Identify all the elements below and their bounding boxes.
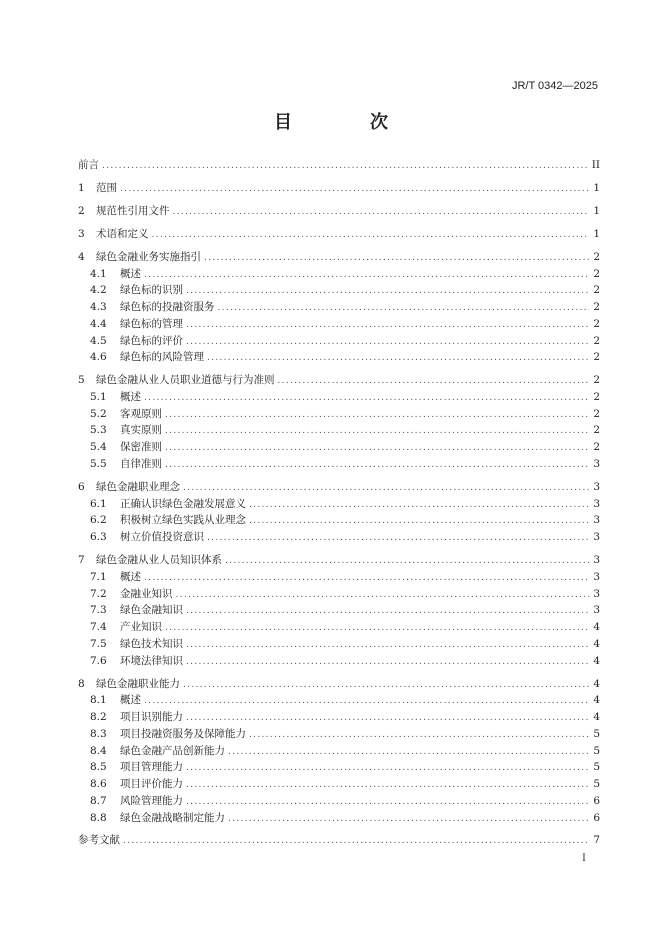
toc-entry-label: 项目识别能力 xyxy=(120,711,183,723)
toc-dot-leader xyxy=(176,587,590,604)
toc-entry-label: 项目投融资服务及保障能力 xyxy=(120,727,246,740)
toc-entry[interactable] xyxy=(78,372,600,389)
table-of-contents xyxy=(78,157,600,849)
toc-title: 目 次 xyxy=(274,112,418,133)
toc-entry-page: 2 xyxy=(593,374,600,387)
toc-entry[interactable] xyxy=(78,266,600,283)
toc-dot-leader xyxy=(186,777,589,794)
toc-entry-label: 绿色标的风险管理 xyxy=(120,351,204,364)
toc-entry-page: 3 xyxy=(593,480,600,493)
toc-entry-page: 5 xyxy=(593,778,600,790)
toc-entry-label: 正确认识绿色金融发展意义 xyxy=(120,497,246,510)
toc-dot-leader xyxy=(165,440,589,457)
toc-entry-label: 绿色标的评价 xyxy=(120,334,183,347)
toc-entry-page: II xyxy=(591,159,600,171)
toc-entry-number: 5.1 xyxy=(90,390,107,403)
toc-entry[interactable] xyxy=(78,203,600,220)
toc-entry[interactable] xyxy=(78,709,600,726)
toc-entry-page: 6 xyxy=(593,811,600,824)
toc-entry[interactable] xyxy=(78,333,600,350)
toc-entry[interactable] xyxy=(78,692,600,709)
toc-entry-page: 2 xyxy=(593,317,600,330)
toc-entry[interactable] xyxy=(78,726,600,743)
toc-dot-leader xyxy=(204,250,589,267)
toc-entry-label: 绿色金融职业理念 xyxy=(96,480,180,493)
toc-entry-number: 6 xyxy=(78,480,85,493)
toc-entry-number: 7.2 xyxy=(90,587,107,600)
toc-entry-label: 绿色金融职业能力 xyxy=(96,677,180,690)
toc-entry-page: 2 xyxy=(593,267,600,280)
toc-dot-leader xyxy=(249,727,589,744)
toc-entry-label: 概述 xyxy=(120,694,141,707)
toc-entry-page: 6 xyxy=(593,794,600,807)
toc-entry-page: 2 xyxy=(593,407,600,420)
toc-entry-number: 2 xyxy=(78,204,85,217)
toc-entry-page: 3 xyxy=(593,570,600,583)
toc-entry[interactable] xyxy=(78,180,600,197)
toc-entry[interactable] xyxy=(78,602,600,619)
toc-entry-number: 8.4 xyxy=(90,744,107,757)
toc-entry-page: 5 xyxy=(593,727,600,740)
toc-entry-number: 1 xyxy=(78,181,85,194)
toc-entry-number: 8.1 xyxy=(90,694,107,707)
toc-entry-page: 5 xyxy=(593,744,600,757)
toc-entry[interactable] xyxy=(78,316,600,333)
toc-dot-leader xyxy=(207,530,589,547)
toc-entry-page: 2 xyxy=(593,441,600,454)
toc-entry[interactable] xyxy=(78,586,600,603)
toc-entry[interactable] xyxy=(78,299,600,316)
toc-entry[interactable] xyxy=(78,653,600,670)
toc-entry[interactable] xyxy=(78,619,600,636)
toc-dot-leader xyxy=(228,811,589,828)
toc-entry-number: 7.6 xyxy=(90,654,107,667)
toc-dot-leader xyxy=(165,407,589,424)
toc-entry-page: 1 xyxy=(593,227,600,240)
toc-entry-number: 5.2 xyxy=(90,407,107,420)
toc-entry-label: 产业知识 xyxy=(120,621,162,634)
toc-entry-label: 绿色标的投融资服务 xyxy=(120,301,215,313)
toc-entry-label: 参考文献 xyxy=(78,834,120,847)
toc-entry-number: 5.4 xyxy=(90,441,107,454)
toc-entry-label: 绿色金融产品创新能力 xyxy=(120,744,225,757)
toc-entry[interactable] xyxy=(78,793,600,810)
toc-dot-leader xyxy=(120,181,589,198)
toc-entry[interactable] xyxy=(78,456,600,473)
toc-entry[interactable] xyxy=(78,759,600,776)
toc-entry-number: 8.7 xyxy=(90,794,107,807)
toc-dot-leader xyxy=(123,833,589,850)
toc-entry-label: 绿色金融知识 xyxy=(120,604,183,617)
toc-dot-leader xyxy=(102,158,589,175)
toc-dot-leader xyxy=(165,423,589,440)
toc-entry-page: 2 xyxy=(593,301,600,313)
toc-entry-label: 项目管理能力 xyxy=(120,761,183,774)
toc-dot-leader xyxy=(144,570,589,587)
toc-entry-page: 3 xyxy=(593,514,600,527)
toc-entry-number: 8.2 xyxy=(90,711,107,723)
toc-dot-leader xyxy=(165,457,589,474)
toc-entry-page: 3 xyxy=(593,531,600,544)
toc-dot-leader xyxy=(186,710,589,727)
toc-entry-label: 客观原则 xyxy=(120,407,162,420)
toc-entry-number: 6.1 xyxy=(90,497,107,510)
toc-dot-leader xyxy=(186,760,589,777)
toc-entry-page: 4 xyxy=(593,677,600,690)
toc-entry[interactable] xyxy=(78,529,600,546)
toc-entry[interactable] xyxy=(78,157,600,174)
toc-dot-leader xyxy=(144,267,589,284)
toc-dot-leader xyxy=(186,794,589,811)
toc-entry-label: 金融业知识 xyxy=(120,587,173,600)
toc-entry-number: 7.4 xyxy=(90,621,107,634)
toc-entry-number: 7 xyxy=(78,554,85,567)
toc-dot-leader xyxy=(152,227,590,244)
toc-dot-leader xyxy=(186,603,589,620)
toc-entry-number: 4.5 xyxy=(90,334,107,347)
toc-dot-leader xyxy=(183,677,589,694)
toc-dot-leader xyxy=(186,334,589,351)
toc-entry-page: 4 xyxy=(593,621,600,634)
toc-entry-label: 绿色金融从业人员知识体系 xyxy=(96,554,222,567)
toc-entry-label: 绿色金融从业人员职业道德与行为准则 xyxy=(96,374,275,387)
toc-dot-leader xyxy=(228,744,589,761)
toc-entry-page: 3 xyxy=(593,587,600,600)
toc-entry[interactable] xyxy=(78,389,600,406)
toc-entry-label: 真实原则 xyxy=(120,424,162,437)
document-code: JR/T 0342—2025 xyxy=(511,80,598,92)
toc-entry-page: 3 xyxy=(593,457,600,470)
toc-entry-page: 1 xyxy=(593,204,600,217)
toc-entry[interactable] xyxy=(78,249,600,266)
toc-dot-leader xyxy=(207,350,589,367)
toc-entry-page: 2 xyxy=(593,351,600,364)
toc-entry-page: 7 xyxy=(593,834,600,847)
toc-entry-number: 5.3 xyxy=(90,424,107,437)
toc-entry-number: 4.1 xyxy=(90,267,107,280)
toc-entry-number: 5 xyxy=(78,374,85,387)
toc-dot-leader xyxy=(186,283,589,300)
toc-dot-leader xyxy=(144,693,589,710)
toc-entry-label: 项目评价能力 xyxy=(120,778,183,790)
toc-dot-leader xyxy=(165,620,589,637)
toc-entry-number: 6.2 xyxy=(90,514,107,527)
toc-entry-page: 2 xyxy=(593,334,600,347)
toc-entry[interactable] xyxy=(78,832,600,849)
toc-entry-number: 4 xyxy=(78,250,85,263)
toc-entry[interactable] xyxy=(78,282,600,299)
toc-entry-number: 8.8 xyxy=(90,811,107,824)
toc-dot-leader xyxy=(278,373,590,390)
toc-entry-page: 3 xyxy=(593,604,600,617)
toc-entry-label: 绿色技术知识 xyxy=(120,637,183,650)
toc-entry-page: 3 xyxy=(593,554,600,567)
toc-entry[interactable] xyxy=(78,349,600,366)
toc-entry-number: 8.3 xyxy=(90,727,107,740)
toc-dot-leader xyxy=(183,480,589,497)
toc-entry-number: 8.6 xyxy=(90,778,107,790)
toc-entry[interactable] xyxy=(78,676,600,693)
toc-dot-leader xyxy=(249,497,589,514)
toc-entry-label: 绿色金融战略制定能力 xyxy=(120,811,225,824)
toc-entry[interactable] xyxy=(78,439,600,456)
toc-entry-label: 环境法律知识 xyxy=(120,654,183,667)
toc-entry-page: 2 xyxy=(593,250,600,263)
toc-entry-label: 规范性引用文件 xyxy=(96,204,170,217)
toc-entry-page: 4 xyxy=(593,637,600,650)
toc-entry-number: 5.5 xyxy=(90,457,107,470)
toc-entry-number: 7.5 xyxy=(90,637,107,650)
toc-entry-number: 4.3 xyxy=(90,301,107,313)
toc-entry[interactable] xyxy=(78,569,600,586)
toc-entry-page: 4 xyxy=(593,694,600,707)
toc-entry-number: 6.3 xyxy=(90,531,107,544)
toc-entry-label: 自律准则 xyxy=(120,457,162,470)
toc-entry-page: 2 xyxy=(593,390,600,403)
toc-dot-leader xyxy=(144,390,589,407)
toc-entry-label: 概述 xyxy=(120,267,141,280)
toc-entry[interactable] xyxy=(78,226,600,243)
toc-entry-number: 8.5 xyxy=(90,761,107,774)
toc-entry[interactable] xyxy=(78,743,600,760)
toc-entry-label: 积极树立绿色实践从业理念 xyxy=(120,514,246,527)
toc-entry[interactable] xyxy=(78,479,600,496)
toc-dot-leader xyxy=(173,204,590,221)
toc-entry[interactable] xyxy=(78,552,600,569)
toc-entry[interactable] xyxy=(78,406,600,423)
toc-entry-label: 术语和定义 xyxy=(96,227,149,240)
toc-entry-page: 5 xyxy=(593,761,600,774)
toc-entry-number: 7.3 xyxy=(90,604,107,617)
toc-entry[interactable] xyxy=(78,810,600,827)
page-number: I xyxy=(582,853,586,864)
toc-entry-label: 概述 xyxy=(120,390,141,403)
toc-entry-page: 4 xyxy=(593,711,600,723)
toc-entry-page: 2 xyxy=(593,284,600,297)
toc-entry-label: 范围 xyxy=(96,181,117,194)
toc-dot-leader xyxy=(186,317,589,334)
toc-entry-number: 3 xyxy=(78,227,85,240)
toc-entry-page: 1 xyxy=(593,181,600,194)
toc-entry-number: 4.6 xyxy=(90,351,107,364)
toc-entry-number: 4.4 xyxy=(90,317,107,330)
toc-entry-page: 2 xyxy=(593,424,600,437)
toc-entry[interactable] xyxy=(78,776,600,793)
toc-entry[interactable] xyxy=(78,496,600,513)
toc-dot-leader xyxy=(225,553,589,570)
toc-entry-number: 8 xyxy=(78,677,85,690)
toc-entry[interactable] xyxy=(78,512,600,529)
toc-entry[interactable] xyxy=(78,422,600,439)
toc-entry-number: 4.2 xyxy=(90,284,107,297)
toc-dot-leader xyxy=(218,300,590,317)
toc-entry-page: 4 xyxy=(593,654,600,667)
toc-dot-leader xyxy=(249,513,589,530)
toc-entry-label: 树立价值投资意识 xyxy=(120,531,204,544)
toc-dot-leader xyxy=(186,637,589,654)
toc-entry-label: 前言 xyxy=(78,159,99,171)
toc-entry-label: 风险管理能力 xyxy=(120,794,183,807)
toc-entry[interactable] xyxy=(78,636,600,653)
toc-entry-label: 概述 xyxy=(120,570,141,583)
toc-entry-label: 绿色标的管理 xyxy=(120,317,183,330)
toc-entry-page: 3 xyxy=(593,497,600,510)
toc-entry-label: 保密准则 xyxy=(120,441,162,454)
toc-entry-number: 7.1 xyxy=(90,570,107,583)
toc-dot-leader xyxy=(186,654,589,671)
toc-entry-label: 绿色标的识别 xyxy=(120,284,183,297)
toc-entry-label: 绿色金融业务实施指引 xyxy=(96,250,201,263)
